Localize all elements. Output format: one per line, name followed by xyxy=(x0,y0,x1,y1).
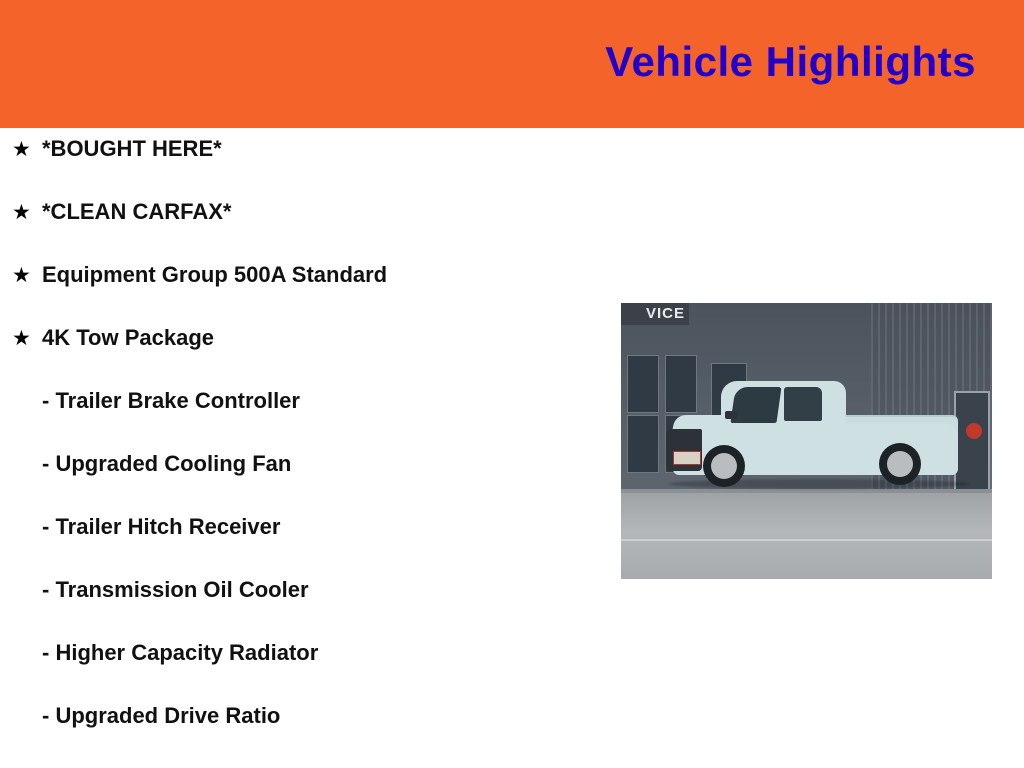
list-item-label: *CLEAN CARFAX* xyxy=(42,199,232,224)
highlights-list xyxy=(0,136,600,766)
header-band xyxy=(0,0,1024,128)
truck-mirror xyxy=(725,411,737,419)
list-item-label: Equipment Group 500A Standard xyxy=(42,262,388,287)
photo-service-door xyxy=(954,391,990,495)
list-item xyxy=(0,199,600,262)
list-item-label: - Trailer Brake Controller xyxy=(42,388,300,413)
photo-window xyxy=(627,355,659,413)
list-item xyxy=(0,136,600,199)
star-icon: ★ xyxy=(12,201,31,224)
page-title: Vehicle Highlights xyxy=(605,38,976,85)
list-item xyxy=(0,388,600,451)
star-icon: ★ xyxy=(12,264,31,287)
star-icon: ★ xyxy=(12,138,31,161)
list-item xyxy=(0,325,600,388)
truck-window-rear xyxy=(784,387,822,421)
list-item xyxy=(0,703,600,766)
list-item-label: - Trailer Hitch Receiver xyxy=(42,514,281,539)
photo-window xyxy=(665,355,697,413)
list-item-label: 4K Tow Package xyxy=(42,325,214,350)
list-item xyxy=(0,640,600,703)
photo-stop-sign xyxy=(966,423,982,439)
truck-wheel-front xyxy=(703,445,745,487)
photo-window xyxy=(627,415,659,473)
truck-license-plate xyxy=(673,451,701,465)
list-item-label: *BOUGHT HERE* xyxy=(42,136,222,161)
star-icon: ★ xyxy=(12,327,31,350)
list-item xyxy=(0,451,600,514)
list-item xyxy=(0,262,600,325)
vehicle-photo xyxy=(621,303,992,579)
list-item xyxy=(0,514,600,577)
photo-pavement-line xyxy=(621,539,992,541)
list-item-label: - Upgraded Drive Ratio xyxy=(42,703,281,728)
truck-window-front xyxy=(730,387,781,423)
photo-ground xyxy=(621,493,992,579)
photo-building-sign: VICE xyxy=(621,303,689,325)
list-item xyxy=(0,577,600,640)
list-item-label: - Transmission Oil Cooler xyxy=(42,577,309,602)
list-item-label: - Upgraded Cooling Fan xyxy=(42,451,292,476)
list-item-label: - Higher Capacity Radiator xyxy=(42,640,319,665)
truck-wheel-rear xyxy=(879,443,921,485)
